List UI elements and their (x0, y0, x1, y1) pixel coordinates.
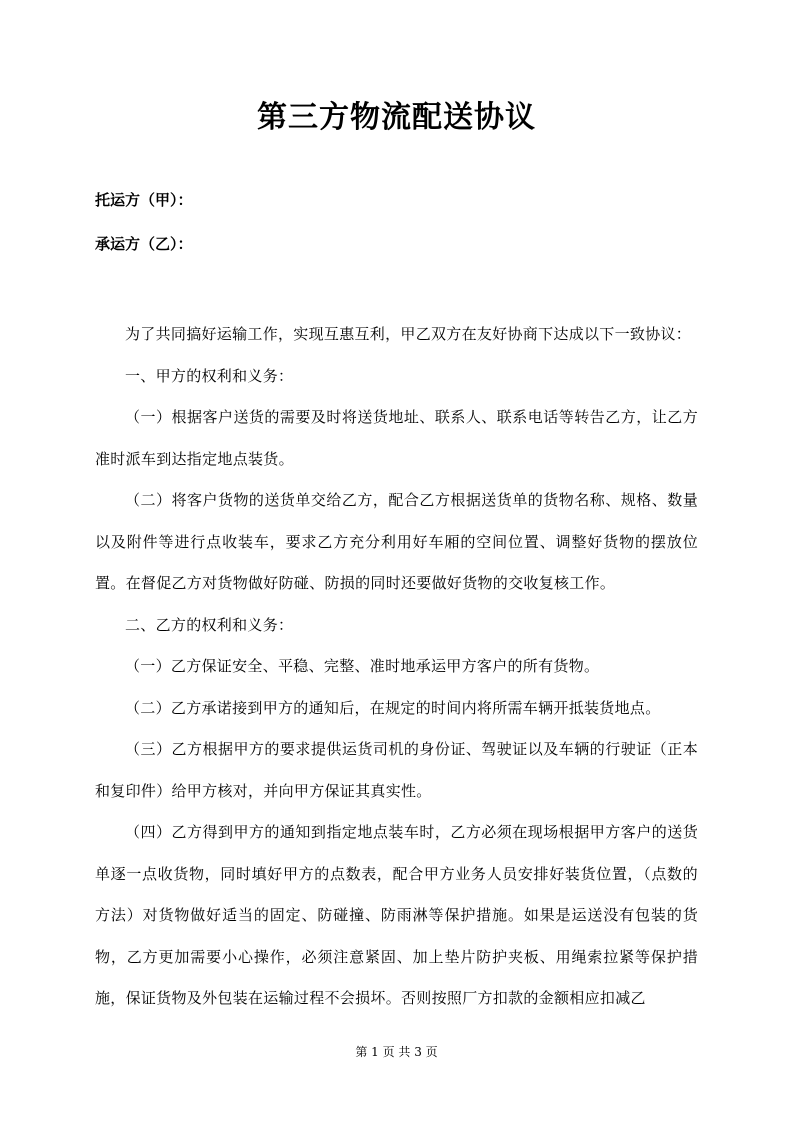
paragraph-b-3: （三）乙方根据甲方的要求提供运货司机的身份证、驾驶证以及车辆的行驶证（正本和复印件）给甲方核对，并向甲方保证其真实性。 (95, 740, 698, 800)
section-heading-party-b: 二、乙方的权利和义务： (125, 615, 294, 634)
paragraph-b-1: （一）乙方保证安全、平稳、完整、准时地承运甲方客户的所有货物。 (125, 657, 600, 675)
paragraph-intro: 为了共同搞好运输工作，实现互惠互利，甲乙双方在友好协商下达成以下一致协议： (125, 325, 692, 343)
document-body (95, 314, 698, 1020)
paragraph-a-2: （二）将客户货物的送货单交给乙方，配合乙方根据送货单的货物名称、规格、数量以及附件等进行点收装车，要求乙方充分利用好车厢的空间位置、调整好货物的摆放位置。在督促乙方对货物做好防碰、防损的同时还要做好货物的交收复核工作。 (95, 491, 698, 592)
party-a-label: 托运方（甲）： (95, 191, 193, 209)
page-indicator: 第 1 页 共 3 页 (355, 1045, 438, 1059)
section-heading-party-a: 一、甲方的权利和义务： (125, 366, 294, 385)
paragraph-a-1: （一）根据客户送货的需要及时将送货地址、联系人、联系电话等转告乙方，让乙方准时派车到达指定地点装货。 (95, 408, 698, 468)
party-b-label: 承运方（乙）： (95, 235, 193, 253)
paragraph-b-2: （二）乙方承诺接到甲方的通知后，在规定的时间内将所需车辆开抵装货地点。 (125, 698, 661, 717)
document-title: 第三方物流配送协议 (257, 100, 536, 135)
paragraph-b-4: （四）乙方得到甲方的通知到指定地点装车时，乙方必须在现场根据甲方客户的送货单逐一点收货物，同时填好甲方的点数表，配合甲方业务人员安排好装货位置，（点数的方法）对货物做好适当的固定、防碰撞、防雨淋等保护措施。如果是运送没有包装的货物，乙方更加需要小心操作，必须注意紧固、加上垫片防护夹板、用绳索拉紧等保护措施，保证货物及外包装在运输过程不会损坏。否则按照厂方扣款的金额相应扣减乙 (95, 823, 698, 1007)
